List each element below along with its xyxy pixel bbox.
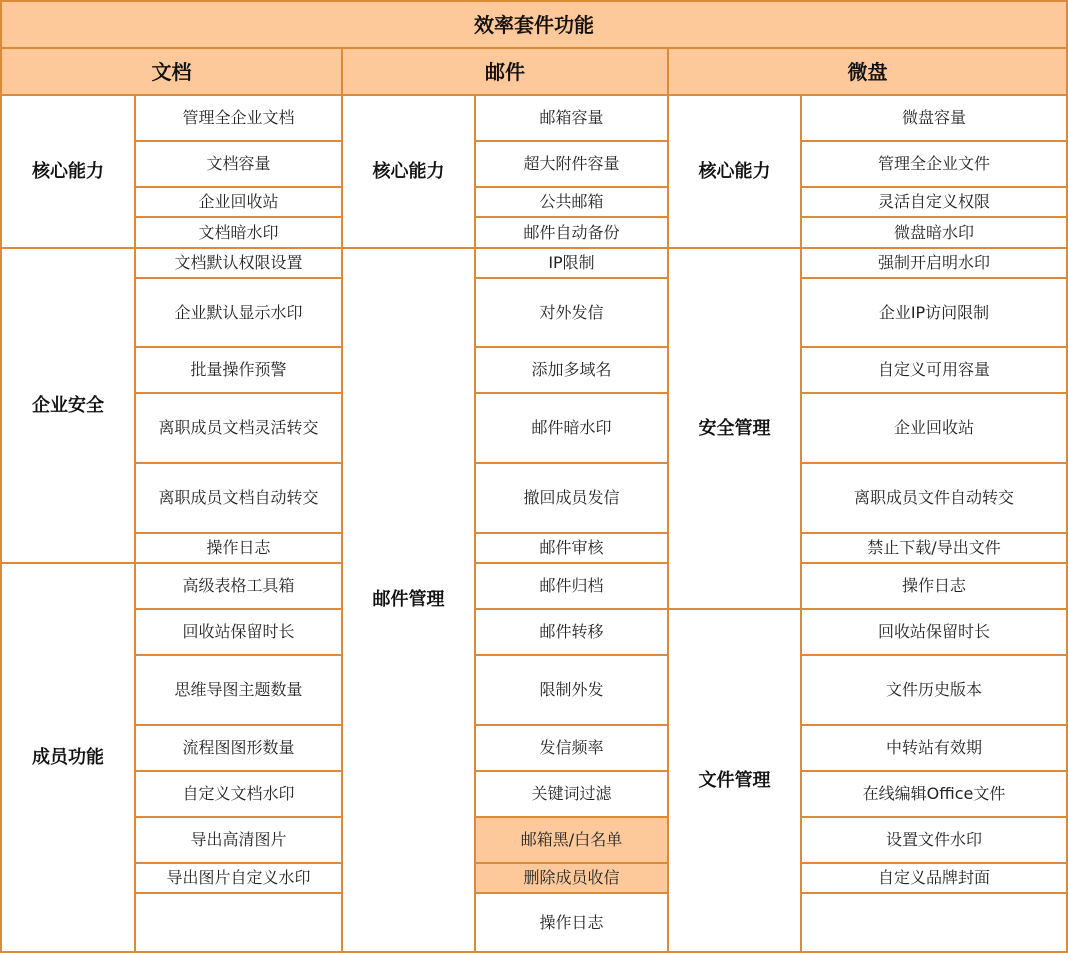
column-header-mail: 邮件 — [341, 47, 669, 96]
disk-group-file: 文件管理 — [667, 608, 802, 953]
column-header-doc: 文档 — [0, 47, 343, 96]
doc-feature-item: 导出图片自定义水印 — [134, 862, 343, 894]
doc-feature-item: 文档暗水印 — [134, 216, 343, 249]
mail-feature-item: 关键词过滤 — [474, 770, 669, 818]
doc-feature-item: 企业默认显示水印 — [134, 277, 343, 348]
mail-feature-item: 删除成员收信 — [474, 862, 669, 894]
disk-feature-item: 微盘容量 — [800, 94, 1068, 142]
column-header-disk: 微盘 — [667, 47, 1068, 96]
mail-feature-item: 超大附件容量 — [474, 140, 669, 188]
doc-feature-item: 企业回收站 — [134, 186, 343, 218]
doc-feature-item: 流程图图形数量 — [134, 724, 343, 772]
disk-feature-item: 自定义品牌封面 — [800, 862, 1068, 894]
doc-group-security: 企业安全 — [0, 247, 136, 564]
table-title: 效率套件功能 — [0, 0, 1068, 49]
doc-group-core: 核心能力 — [0, 94, 136, 249]
disk-feature-item: 操作日志 — [800, 562, 1068, 610]
disk-group-core: 核心能力 — [667, 94, 802, 249]
mail-feature-item: 对外发信 — [474, 277, 669, 348]
disk-feature-item: 企业IP访问限制 — [800, 277, 1068, 348]
disk-feature-item: 禁止下载/导出文件 — [800, 532, 1068, 564]
doc-feature-item: 离职成员文档自动转交 — [134, 462, 343, 534]
doc-feature-item: 文档容量 — [134, 140, 343, 188]
mail-feature-item: 邮箱黑/白名单 — [474, 816, 669, 864]
disk-feature-item: 自定义可用容量 — [800, 346, 1068, 394]
doc-feature-item — [134, 892, 343, 953]
mail-group-management: 邮件管理 — [341, 247, 476, 953]
disk-feature-item: 中转站有效期 — [800, 724, 1068, 772]
doc-feature-item: 批量操作预警 — [134, 346, 343, 394]
mail-feature-item: 邮件暗水印 — [474, 392, 669, 464]
doc-feature-item: 导出高清图片 — [134, 816, 343, 864]
disk-feature-item — [800, 892, 1068, 953]
mail-feature-item: 公共邮箱 — [474, 186, 669, 218]
mail-feature-item: 邮件自动备份 — [474, 216, 669, 249]
disk-feature-item: 在线编辑Office文件 — [800, 770, 1068, 818]
mail-feature-item: 限制外发 — [474, 654, 669, 726]
disk-feature-item: 文件历史版本 — [800, 654, 1068, 726]
doc-feature-item: 自定义文档水印 — [134, 770, 343, 818]
doc-feature-item: 操作日志 — [134, 532, 343, 564]
doc-group-member: 成员功能 — [0, 562, 136, 953]
mail-feature-item: 撤回成员发信 — [474, 462, 669, 534]
disk-feature-item: 回收站保留时长 — [800, 608, 1068, 656]
mail-feature-item: IP限制 — [474, 247, 669, 279]
disk-feature-item: 离职成员文件自动转交 — [800, 462, 1068, 534]
doc-feature-item: 回收站保留时长 — [134, 608, 343, 656]
disk-feature-item: 设置文件水印 — [800, 816, 1068, 864]
mail-feature-item: 添加多域名 — [474, 346, 669, 394]
disk-feature-item: 强制开启明水印 — [800, 247, 1068, 279]
doc-feature-item: 管理全企业文档 — [134, 94, 343, 142]
mail-group-core: 核心能力 — [341, 94, 476, 249]
disk-feature-item: 灵活自定义权限 — [800, 186, 1068, 218]
disk-group-security: 安全管理 — [667, 247, 802, 610]
mail-feature-item: 发信频率 — [474, 724, 669, 772]
mail-feature-item: 邮件转移 — [474, 608, 669, 656]
disk-feature-item: 微盘暗水印 — [800, 216, 1068, 249]
mail-feature-item: 邮件审核 — [474, 532, 669, 564]
mail-feature-item: 邮件归档 — [474, 562, 669, 610]
doc-feature-item: 文档默认权限设置 — [134, 247, 343, 279]
disk-feature-item: 企业回收站 — [800, 392, 1068, 464]
mail-feature-item: 邮箱容量 — [474, 94, 669, 142]
doc-feature-item: 高级表格工具箱 — [134, 562, 343, 610]
disk-feature-item: 管理全企业文件 — [800, 140, 1068, 188]
doc-feature-item: 思维导图主题数量 — [134, 654, 343, 726]
mail-feature-item: 操作日志 — [474, 892, 669, 953]
doc-feature-item: 离职成员文档灵活转交 — [134, 392, 343, 464]
